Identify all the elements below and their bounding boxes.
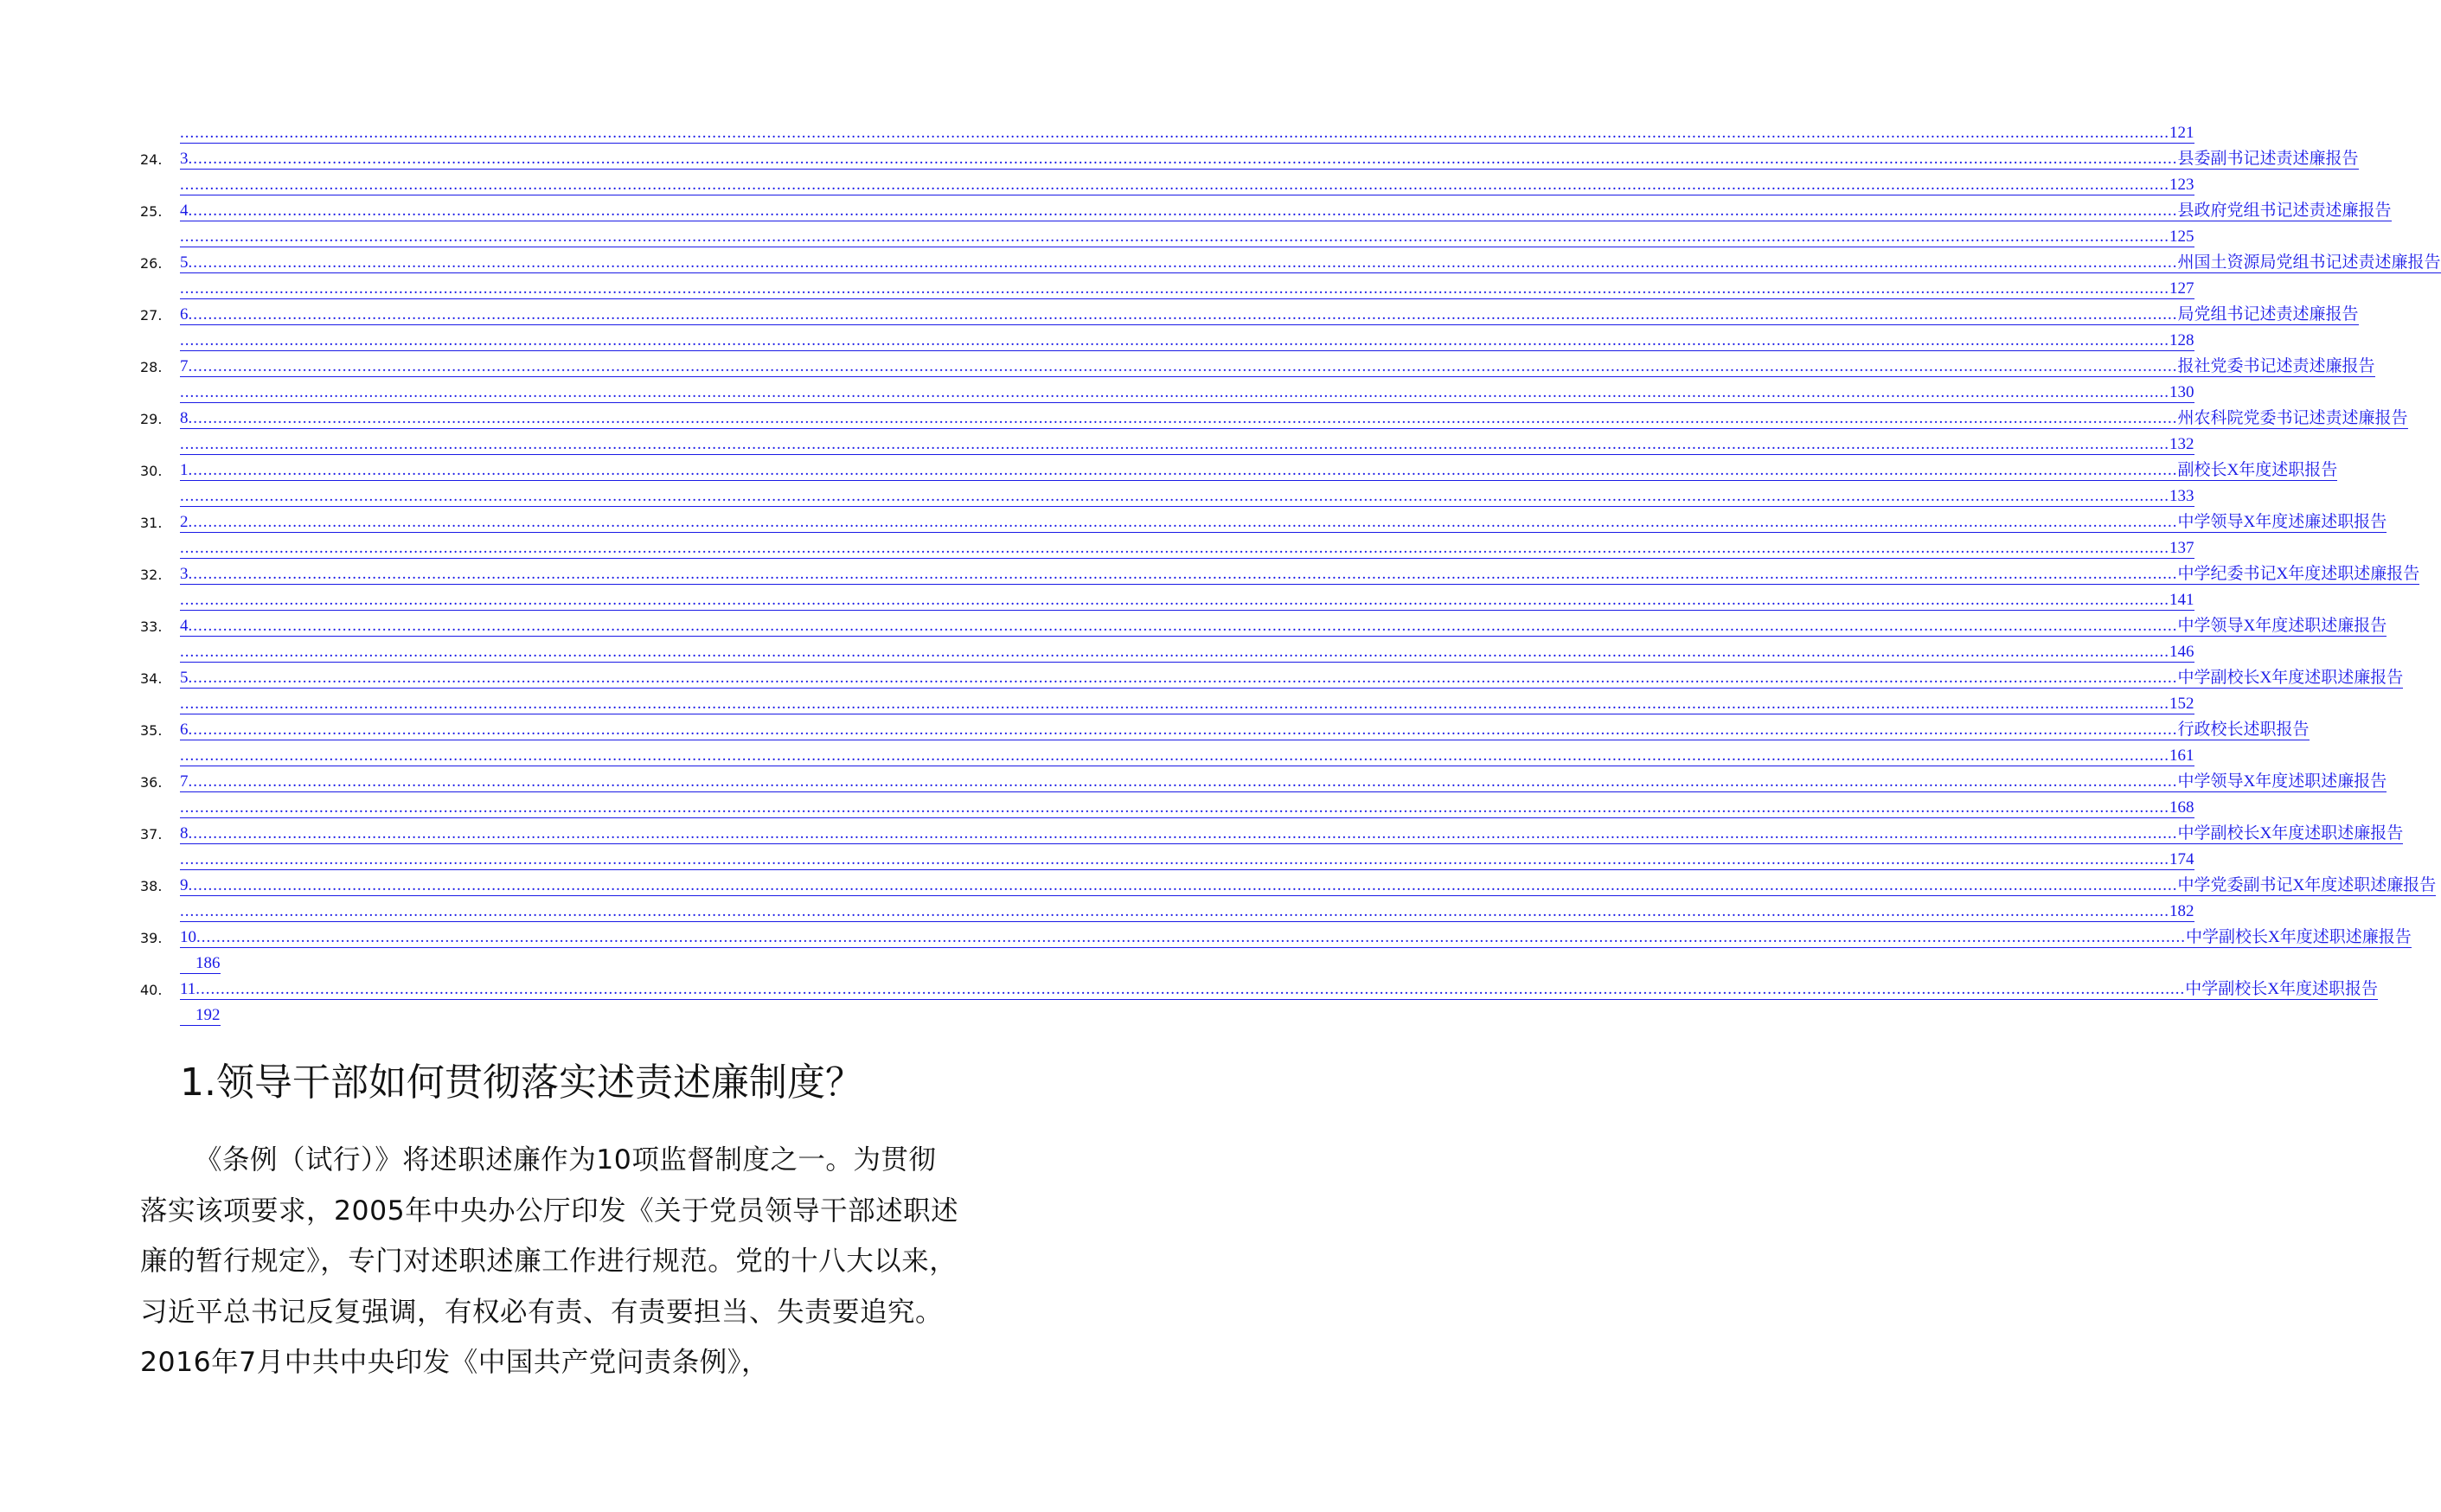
toc-leader-dots: ................................................................................................................................................................................................................................................................................................................................................................................................................	[188, 772, 2178, 791]
toc-page-line[interactable]	[180, 948, 221, 974]
toc-entry-link[interactable]	[180, 299, 2359, 325]
toc-page-line[interactable]	[180, 896, 2194, 922]
toc-entry-link[interactable]	[180, 455, 2338, 481]
toc-entry-index: 8	[180, 409, 189, 427]
body-paragraph: 《条例（试行）》将述职述廉作为10项监督制度之一。为贯彻落实该项要求，2005年中央办公厅印发《关于党员领导干部述职述廉的暂行规定》，专门对述职述廉工作进行规范。党的十八大以来，习近平总书记反复强调，有权必有责、有责要担当、失责要追究。2016年7月中共中央印发《中国共产党问责条例》，	[140, 1144, 959, 1379]
toc-item-number: 30.	[140, 463, 163, 479]
toc-entry-title: 中学领导X年度述廉述职报告	[2177, 513, 2387, 531]
section-heading: 1.领导干部如何贯彻落实述责述廉制度？	[180, 1060, 863, 1105]
toc-page-line[interactable]	[180, 585, 2194, 611]
toc-leader-dots: ................................................................................................................................................................................................................................................................................................................................................................................................................	[180, 176, 2169, 194]
toc-entry-title: 报社党委书记述责述廉报告	[2177, 357, 2375, 375]
toc-entry-index: 3	[180, 150, 189, 168]
toc-entry-title: 中学副校长X年度述职述廉报告	[2186, 928, 2412, 946]
toc-entry-link[interactable]	[180, 247, 2441, 273]
toc-leader-dots: ................................................................................................................................................................................................................................................................................................................................................................................................................	[188, 253, 2178, 272]
toc-page-line[interactable]	[180, 689, 2194, 714]
toc-page-number[interactable]: 132	[2169, 435, 2194, 453]
toc-entry-link[interactable]	[180, 818, 2404, 844]
toc-entry-link[interactable]	[180, 663, 2404, 689]
toc-page-number[interactable]: 127	[2169, 279, 2194, 298]
toc-leader-dots: ................................................................................................................................................................................................................................................................................................................................................................................................................	[180, 591, 2169, 609]
toc-leader-dots: ................................................................................................................................................................................................................................................................................................................................................................................................................	[188, 876, 2178, 894]
toc-item-number: 33.	[140, 618, 163, 635]
toc-page-number[interactable]: 168	[2169, 798, 2194, 817]
toc-leader-dots: ................................................................................................................................................................................................................................................................................................................................................................................................................	[188, 150, 2178, 168]
toc-leader-dots: ................................................................................................................................................................................................................................................................................................................................................................................................................	[180, 383, 2169, 401]
toc-item-number: 24.	[140, 151, 163, 168]
toc-entry-title: 中学纪委书记X年度述职述廉报告	[2177, 565, 2420, 583]
toc-entry-link[interactable]	[180, 974, 2379, 1000]
toc-entry-index: 6	[180, 305, 189, 324]
toc-page-line[interactable]	[180, 792, 2194, 818]
toc-item-number: 34.	[140, 670, 163, 687]
toc-leader-dots: ................................................................................................................................................................................................................................................................................................................................................................................................................	[188, 721, 2178, 739]
toc-page-number[interactable]: 186	[180, 954, 221, 974]
toc-item-number: 26.	[140, 255, 163, 272]
toc-entry-title: 行政校长述职报告	[2177, 721, 2310, 739]
toc-leader-dots: ................................................................................................................................................................................................................................................................................................................................................................................................................	[180, 124, 2169, 142]
toc-leader-dots: ................................................................................................................................................................................................................................................................................................................................................................................................................	[188, 409, 2178, 427]
toc-leader-dots: ................................................................................................................................................................................................................................................................................................................................................................................................................	[180, 850, 2169, 868]
toc-item-number: 40.	[140, 982, 163, 998]
toc-page-line[interactable]	[180, 221, 2194, 247]
toc-entry-index: 4	[180, 202, 189, 220]
toc-page-number[interactable]: 161	[2169, 746, 2194, 765]
toc-item-number: 35.	[140, 722, 163, 739]
toc-page-line[interactable]	[180, 533, 2194, 559]
toc-page-number[interactable]: 133	[2169, 487, 2194, 505]
toc-entry-link[interactable]	[180, 611, 2387, 637]
toc-item-number: 31.	[140, 515, 163, 531]
toc-page-number[interactable]: 125	[2169, 227, 2194, 246]
toc-leader-dots: ................................................................................................................................................................................................................................................................................................................................................................................................................	[180, 279, 2169, 298]
toc-entry-link[interactable]	[180, 351, 2375, 377]
toc-page-number[interactable]: 123	[2169, 176, 2194, 194]
toc-entry-link[interactable]	[180, 922, 2412, 948]
toc-entry-title: 中学党委副书记X年度述职述廉报告	[2177, 876, 2437, 894]
toc-entry-title: 中学领导X年度述职述廉报告	[2177, 617, 2387, 635]
toc-entry-index: 9	[180, 876, 189, 894]
toc-entry-title: 州农科院党委书记述责述廉报告	[2177, 409, 2408, 427]
toc-page-number[interactable]: 128	[2169, 331, 2194, 349]
toc-item-number: 32.	[140, 567, 163, 583]
toc-leader-dots: ................................................................................................................................................................................................................................................................................................................................................................................................................	[180, 798, 2169, 817]
toc-item-number: 27.	[140, 307, 163, 324]
toc-page-number[interactable]: 130	[2169, 383, 2194, 401]
toc-entry-title: 县委副书记述责述廉报告	[2177, 150, 2359, 168]
toc-entry-index: 2	[180, 513, 189, 531]
toc-entry-index: 10	[180, 928, 196, 946]
toc-page-number[interactable]: 182	[2169, 902, 2194, 920]
toc-leader-dots: ................................................................................................................................................................................................................................................................................................................................................................................................................	[188, 617, 2178, 635]
toc-entry-index: 7	[180, 772, 189, 791]
toc-leader-dots: ................................................................................................................................................................................................................................................................................................................................................................................................................	[180, 643, 2169, 661]
toc-page-line[interactable]	[180, 844, 2194, 870]
toc-entry-title: 中学副校长X年度述职述廉报告	[2177, 824, 2404, 842]
toc-leader-dots: ................................................................................................................................................................................................................................................................................................................................................................................................................	[180, 695, 2169, 713]
toc-leader-dots: ................................................................................................................................................................................................................................................................................................................................................................................................................	[196, 928, 2186, 946]
toc-page-number[interactable]: 152	[2169, 695, 2194, 713]
toc-entry-link[interactable]	[180, 559, 2420, 585]
toc-leader-dots: ................................................................................................................................................................................................................................................................................................................................................................................................................	[180, 227, 2169, 246]
toc-entry-index: 11	[180, 980, 196, 998]
toc-page-line[interactable]	[180, 118, 2194, 144]
toc-item-number: 37.	[140, 826, 163, 842]
toc-entry-title: 副校长X年度述职报告	[2177, 461, 2338, 479]
toc-leader-dots: ................................................................................................................................................................................................................................................................................................................................................................................................................	[188, 461, 2178, 479]
toc-page-line[interactable]	[180, 325, 2194, 351]
toc-leader-dots: ................................................................................................................................................................................................................................................................................................................................................................................................................	[188, 824, 2178, 842]
toc-leader-dots: ................................................................................................................................................................................................................................................................................................................................................................................................................	[180, 435, 2169, 453]
toc-leader-dots: ................................................................................................................................................................................................................................................................................................................................................................................................................	[188, 357, 2178, 375]
toc-entry-link[interactable]	[180, 507, 2387, 533]
toc-entry-title: 州国土资源局党组书记述责述廉报告	[2177, 253, 2441, 272]
toc-page-line[interactable]	[180, 481, 2194, 507]
toc-page-number[interactable]: 141	[2169, 591, 2194, 609]
toc-entry-index: 7	[180, 357, 189, 375]
toc-entry-title: 县政府党组书记述责述廉报告	[2177, 202, 2392, 220]
toc-page-number[interactable]: 137	[2169, 539, 2194, 557]
toc-page-number[interactable]: 174	[2169, 850, 2194, 868]
toc-item-number: 25.	[140, 203, 163, 220]
toc-entry-index: 4	[180, 617, 189, 635]
toc-page-line[interactable]	[180, 273, 2194, 299]
toc-leader-dots: ................................................................................................................................................................................................................................................................................................................................................................................................................	[180, 331, 2169, 349]
toc-leader-dots: ................................................................................................................................................................................................................................................................................................................................................................................................................	[188, 305, 2178, 324]
toc-entry-index: 6	[180, 721, 189, 739]
toc-item-number: 36.	[140, 774, 163, 791]
toc-leader-dots: ................................................................................................................................................................................................................................................................................................................................................................................................................	[180, 746, 2169, 765]
toc-entry-index: 5	[180, 253, 189, 272]
toc-entry-link[interactable]	[180, 870, 2437, 896]
toc-page-line[interactable]	[180, 170, 2194, 195]
toc-entry-title: 中学副校长X年度述职报告	[2185, 980, 2379, 998]
toc-item-number: 39.	[140, 930, 163, 946]
toc-page-number[interactable]: 121	[2169, 124, 2194, 142]
toc-page-line[interactable]	[180, 1000, 221, 1026]
toc-page-line[interactable]	[180, 740, 2194, 766]
toc-page-number[interactable]: 192	[180, 1006, 221, 1026]
toc-item-number: 29.	[140, 411, 163, 427]
toc-item-number: 28.	[140, 359, 163, 375]
toc-entry-index: 1	[180, 461, 189, 479]
toc-entry-title: 局党组书记述责述廉报告	[2177, 305, 2359, 324]
toc-leader-dots: ................................................................................................................................................................................................................................................................................................................................................................................................................	[188, 513, 2178, 531]
toc-leader-dots: ................................................................................................................................................................................................................................................................................................................................................................................................................	[180, 902, 2169, 920]
toc-entry-link[interactable]	[180, 403, 2408, 429]
toc-leader-dots: ................................................................................................................................................................................................................................................................................................................................................................................................................	[180, 539, 2169, 557]
toc-leader-dots: ................................................................................................................................................................................................................................................................................................................................................................................................................	[188, 202, 2178, 220]
toc-leader-dots: ................................................................................................................................................................................................................................................................................................................................................................................................................	[188, 565, 2178, 583]
toc-leader-dots: ................................................................................................................................................................................................................................................................................................................................................................................................................	[188, 669, 2178, 687]
toc-entry-index: 3	[180, 565, 189, 583]
toc-page-line[interactable]	[180, 429, 2194, 455]
toc-page-line[interactable]	[180, 377, 2194, 403]
toc-entry-link[interactable]	[180, 144, 2359, 170]
toc-entry-index: 5	[180, 669, 189, 687]
toc-leader-dots: ................................................................................................................................................................................................................................................................................................................................................................................................................	[180, 487, 2169, 505]
toc-item-number: 38.	[140, 878, 163, 894]
toc-entry-link[interactable]	[180, 714, 2310, 740]
toc-page-number[interactable]: 146	[2169, 643, 2194, 661]
toc-entry-index: 8	[180, 824, 189, 842]
toc-entry-link[interactable]	[180, 195, 2392, 221]
toc-page-line[interactable]	[180, 637, 2194, 663]
toc-entry-link[interactable]	[180, 766, 2387, 792]
toc-entry-title: 中学副校长X年度述职述廉报告	[2177, 669, 2404, 687]
toc-entry-title: 中学领导X年度述职述廉报告	[2177, 772, 2387, 791]
toc-leader-dots: ................................................................................................................................................................................................................................................................................................................................................................................................................	[195, 980, 2186, 998]
